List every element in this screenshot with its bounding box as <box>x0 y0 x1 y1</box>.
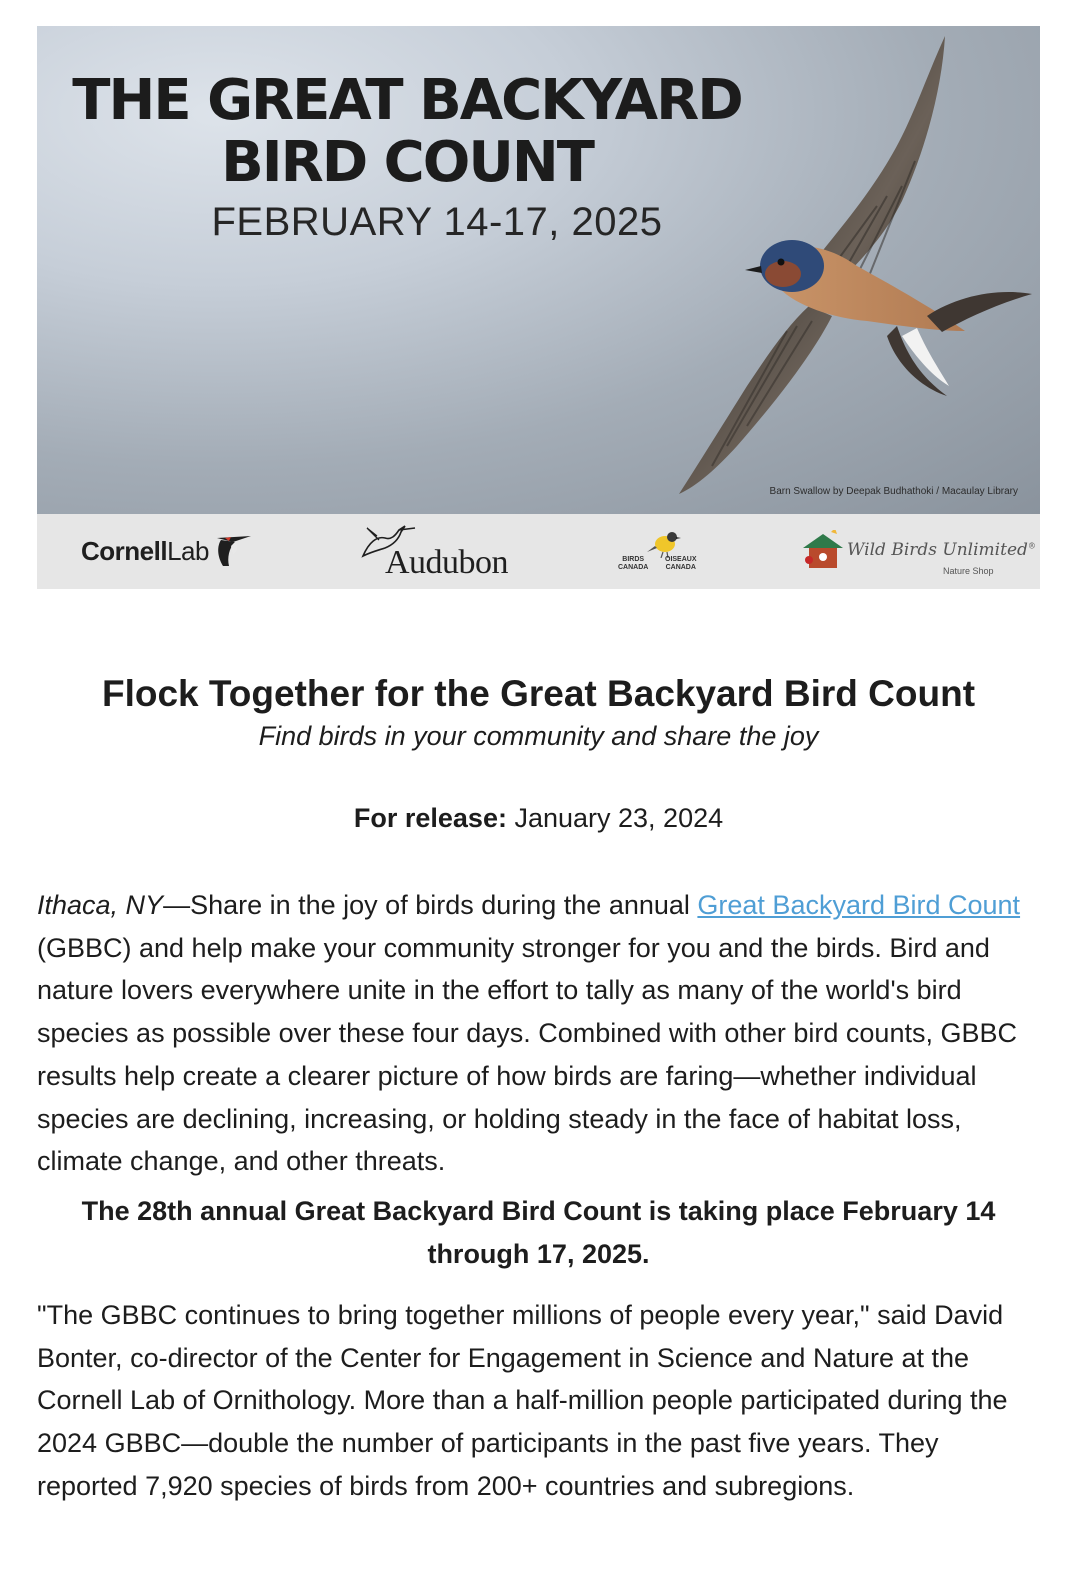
birds-canada-fr: OISEAUX CANADA <box>665 556 697 571</box>
event-callout: The 28th annual Great Backyard Bird Count is taking place February 14 through 17, 2025. <box>81 1195 996 1269</box>
birds-canada-en: BIRDS CANADA <box>618 556 649 571</box>
birdhouse-icon <box>801 530 845 570</box>
wbu-subtitle: Nature Shop <box>943 566 994 576</box>
article-headline: Flock Together for the Great Backyard Bird Count <box>101 673 976 714</box>
photo-credit: Barn Swallow by Deepak Budhathoki / Macaulay Library <box>769 486 1018 497</box>
hero-dates: FEBRUARY 14-17, 2025 <box>211 200 663 244</box>
release-date-line <box>37 800 1040 836</box>
release-label: For release: <box>353 803 507 833</box>
cornell-lab-wordmark: CornellLab <box>81 535 209 566</box>
hero-title-line1: THE GREAT BACKYARD <box>72 68 742 133</box>
cornell-lab-logo[interactable] <box>81 534 255 568</box>
barn-swallow-photo <box>597 26 1040 514</box>
partner-logo-strip <box>37 514 1040 589</box>
press-release-article <box>37 670 1040 1507</box>
hero-title-line2: BIRD COUNT <box>221 130 593 195</box>
wbu-wordmark: Wild Birds Unlimited® <box>847 540 1036 560</box>
quote-paragraph: "The GBBC continues to bring together millions of people every year," said David Bonter, co-director of the Center for Engagement in Science and Nature at the Cornell Lab of Ornithology. More than a half-million people participated during the 2024 GBBC—double the number of participants in the past five years. They reported 7,920 species of birds from 200+ countries and subregions. <box>37 1299 1008 1501</box>
article-subheadline: Find birds in your community and share the joy <box>258 721 819 751</box>
hero-banner[interactable] <box>37 26 1040 514</box>
release-date: January 23, 2024 <box>506 803 724 833</box>
audubon-wordmark: Audubon <box>385 544 509 581</box>
woodpecker-icon <box>211 534 255 568</box>
gbbc-link[interactable]: Great Backyard Bird Count <box>697 890 1021 920</box>
dateline: Ithaca, NY <box>37 890 164 920</box>
warbler-icon <box>645 528 685 558</box>
wild-birds-unlimited-logo[interactable] <box>801 528 1036 578</box>
birds-canada-logo[interactable] <box>615 528 710 578</box>
audubon-logo[interactable] <box>355 522 525 582</box>
intro-paragraph: Ithaca, NY—Share in the joy of birds during the annual Great Backyard Bird Count (GBBC) and help make your community stronger for you and the birds. Bird and nature lovers everywhere unite in the effort to tally as many of the world's bird species as possible over these four days. Combined with other bird counts, GBBC results help create a clearer picture of how birds are faring—whether individual species are declining, increasing, or holding steady in the face of habitat loss, climate change, and other threats. <box>37 890 1021 1177</box>
